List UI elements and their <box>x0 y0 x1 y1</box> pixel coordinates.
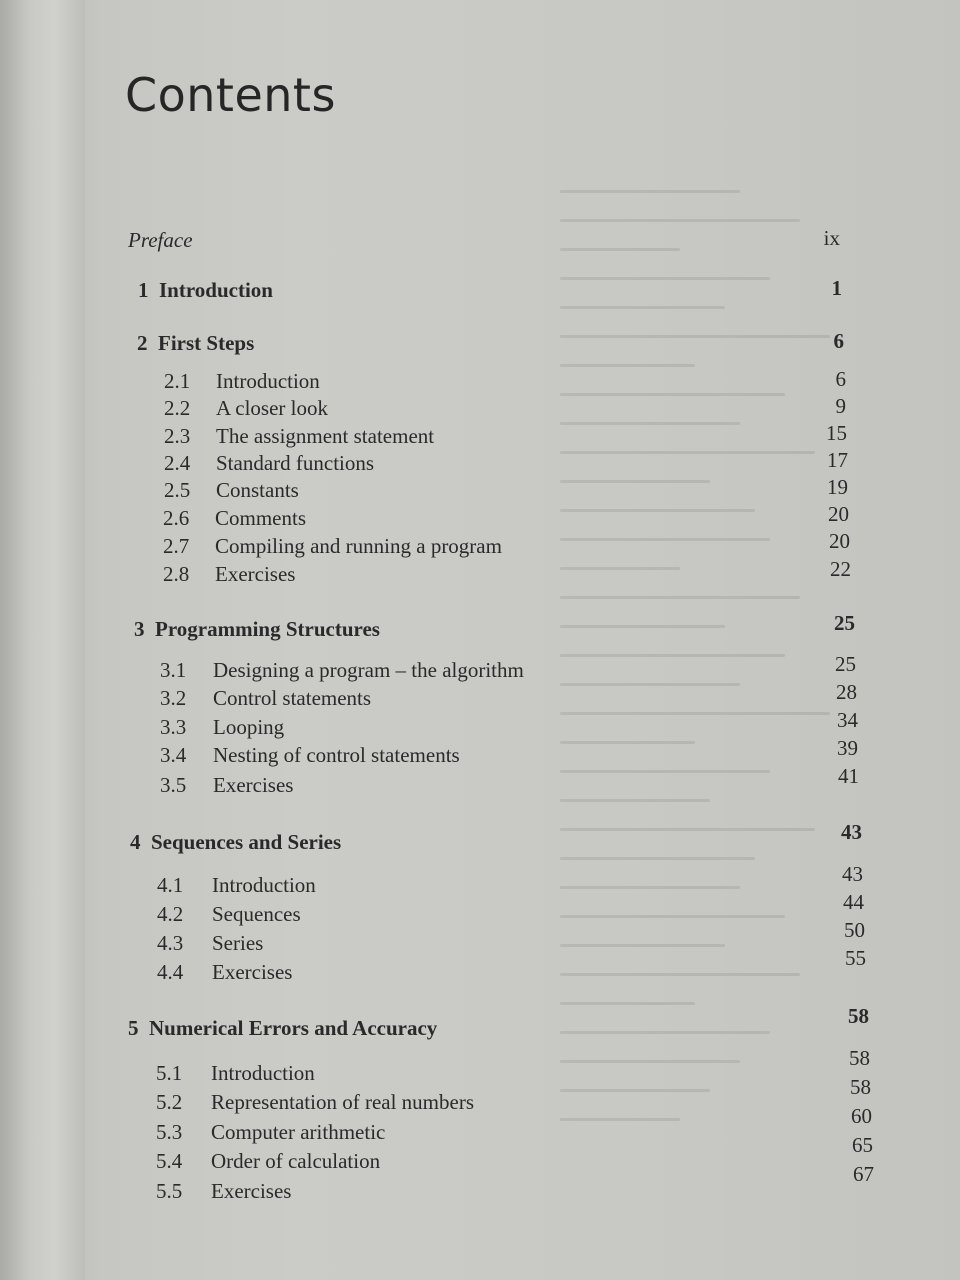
section-number: 2.6 <box>163 506 190 530</box>
toc-section <box>160 743 460 768</box>
toc-section <box>156 1090 474 1115</box>
section-title: A closer look <box>216 396 328 420</box>
section-number: 2.8 <box>163 562 190 586</box>
toc-section-page: 58 <box>849 1046 870 1070</box>
section-title: Order of calculation <box>211 1149 381 1173</box>
toc-section-page: 20 <box>828 502 849 526</box>
chapter-number: 5 <box>128 1016 139 1040</box>
section-number: 2.5 <box>164 478 191 502</box>
page-gutter-shadow <box>0 0 85 1280</box>
toc-section <box>156 1120 385 1145</box>
section-number: 4.4 <box>157 960 184 984</box>
toc-section-page: 19 <box>827 475 848 499</box>
chapter-number: 2 <box>137 331 148 355</box>
toc-chapter-2 <box>137 331 254 356</box>
toc-section-page: 6 <box>835 367 846 391</box>
section-title: Exercises <box>213 773 294 797</box>
section-title: Exercises <box>212 960 293 984</box>
toc-section-page: 28 <box>836 680 857 704</box>
toc-section-page: 39 <box>837 736 858 760</box>
toc-section <box>164 424 434 449</box>
toc-chapter-1 <box>138 278 273 303</box>
section-number: 5.2 <box>156 1090 183 1114</box>
toc-section-page: 60 <box>851 1104 872 1128</box>
section-number: 4.2 <box>157 902 184 926</box>
section-title: Introduction <box>211 1061 315 1085</box>
section-title: Compiling and running a program <box>215 534 502 558</box>
toc-chapter-2-page: 6 <box>833 329 844 353</box>
toc-section <box>160 715 284 740</box>
toc-section-page: 9 <box>835 394 846 418</box>
section-number: 3.2 <box>160 686 187 710</box>
chapter-number: 4 <box>130 830 141 854</box>
toc-section <box>164 396 328 421</box>
section-title: Control statements <box>213 686 372 710</box>
toc-chapter-5 <box>128 1016 437 1041</box>
chapter-title: First Steps <box>158 331 255 355</box>
toc-section <box>156 1149 380 1174</box>
section-title: Looping <box>213 715 285 739</box>
toc-section-page: 34 <box>837 708 858 732</box>
section-title: Designing a program – the algorithm <box>213 658 524 682</box>
toc-chapter-1-page: 1 <box>831 276 842 300</box>
toc-chapter-5-page: 58 <box>848 1004 869 1028</box>
section-number: 4.1 <box>157 873 184 897</box>
section-title: Standard functions <box>216 451 375 475</box>
toc-chapter-3-page: 25 <box>834 611 855 635</box>
chapter-title: Numerical Errors and Accuracy <box>149 1016 438 1040</box>
section-title: Exercises <box>215 562 296 586</box>
toc-section-page: 22 <box>830 557 851 581</box>
toc-section-page: 44 <box>843 890 864 914</box>
toc-section-page: 50 <box>844 918 865 942</box>
chapter-number: 3 <box>134 617 145 641</box>
toc-section-page: 43 <box>842 862 863 886</box>
toc-section <box>163 534 502 559</box>
chapter-title: Sequences and Series <box>151 830 342 854</box>
toc-section <box>160 658 524 683</box>
section-number: 5.5 <box>156 1179 183 1203</box>
section-title: Introduction <box>212 873 316 897</box>
toc-section-page: 41 <box>838 764 859 788</box>
section-title: Nesting of control statements <box>213 743 460 767</box>
toc-chapter-4 <box>130 830 341 855</box>
section-number: 2.1 <box>164 369 191 393</box>
toc-section <box>157 902 301 927</box>
chapter-title: Introduction <box>159 278 273 302</box>
toc-section <box>160 773 293 798</box>
section-number: 2.7 <box>163 534 190 558</box>
page-title: Contents <box>125 68 336 122</box>
section-title: Exercises <box>211 1179 292 1203</box>
section-number: 5.1 <box>156 1061 183 1085</box>
section-number: 5.4 <box>156 1149 183 1173</box>
toc-section <box>157 873 316 898</box>
section-number: 3.1 <box>160 658 187 682</box>
section-title: Series <box>212 931 264 955</box>
toc-section-page: 67 <box>853 1162 874 1186</box>
toc-chapter-3 <box>134 617 380 642</box>
section-title: Representation of real numbers <box>211 1090 474 1114</box>
toc-section-page: 20 <box>829 529 850 553</box>
toc-section <box>163 506 306 531</box>
toc-section-page: 25 <box>835 652 856 676</box>
toc-section-page: 58 <box>850 1075 871 1099</box>
toc-chapter-4-page: 43 <box>841 820 862 844</box>
toc-section <box>163 562 295 587</box>
toc-section <box>164 451 374 476</box>
chapter-title: Programming Structures <box>155 617 380 641</box>
toc-section <box>157 931 263 956</box>
toc-preface-page: ix <box>823 226 840 250</box>
section-number: 2.2 <box>164 396 191 420</box>
section-number: 4.3 <box>157 931 184 955</box>
section-number: 3.4 <box>160 743 187 767</box>
toc-section <box>160 686 371 711</box>
section-number: 2.3 <box>164 424 191 448</box>
toc-section <box>157 960 292 985</box>
toc-section-page: 17 <box>827 448 848 472</box>
toc-section <box>156 1179 291 1204</box>
toc-section-page: 15 <box>826 421 847 445</box>
toc-preface-label: Preface <box>128 228 193 252</box>
section-number: 3.5 <box>160 773 187 797</box>
toc-section <box>156 1061 315 1086</box>
section-title: Constants <box>216 478 299 502</box>
section-number: 5.3 <box>156 1120 183 1144</box>
section-title: The assignment statement <box>216 424 435 448</box>
toc-section-page: 55 <box>845 946 866 970</box>
toc-section-page: 65 <box>852 1133 873 1157</box>
chapter-number: 1 <box>138 278 149 302</box>
section-number: 2.4 <box>164 451 191 475</box>
section-title: Comments <box>215 506 307 530</box>
section-title: Sequences <box>212 902 301 926</box>
toc-section <box>164 369 320 394</box>
section-number: 3.3 <box>160 715 187 739</box>
section-title: Introduction <box>216 369 320 393</box>
toc-section <box>164 478 299 503</box>
section-title: Computer arithmetic <box>211 1120 386 1144</box>
